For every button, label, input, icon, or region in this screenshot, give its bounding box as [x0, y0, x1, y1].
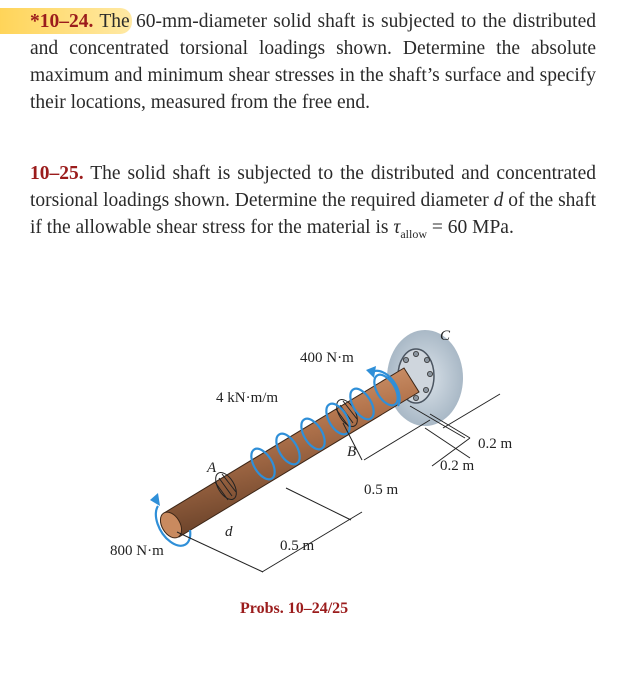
problem-text: The 60-mm-diameter solid shaft is subjected to the distributed and concentrated torsional loadings shown. Determine the absolute maximum and minimum shear stresses in the shaft’s surface and specify their locations, measured from the free end.	[30, 11, 596, 113]
dim-0-5-upper: 0.5 m	[364, 482, 399, 498]
tau-subscript: allow	[400, 226, 427, 241]
figure-caption: Probs. 10–24/25	[240, 600, 349, 617]
problem-number: *10–24.	[30, 11, 94, 32]
torque-800-label: 800 N·m	[110, 543, 164, 559]
dim-0-2-lower: 0.2 m	[440, 458, 475, 474]
dim-0-2-upper: 0.2 m	[478, 436, 513, 452]
problem-10-25	[30, 160, 596, 248]
tau-symbol: τ	[393, 217, 401, 238]
problem-text-a: The solid shaft is subjected to the distributed and concentrated torsional loadings shown. Determine the required diameter	[30, 163, 596, 211]
problem-text-b: of the shaft if the allowable shear stress for the material is	[30, 190, 596, 238]
problem-10-24	[30, 8, 596, 116]
problem-text-c: = 60 MPa.	[427, 217, 514, 238]
torque-400-label: 400 N·m	[300, 350, 354, 366]
label-d: d	[225, 524, 233, 540]
label-c: C	[440, 328, 451, 344]
problem-number: 10–25.	[30, 163, 84, 184]
dim-0-5-lower: 0.5 m	[280, 538, 315, 554]
shaft-figure	[0, 310, 622, 650]
distributed-load-label: 4 kN·m/m	[216, 390, 279, 406]
label-b: B	[347, 444, 357, 460]
shaft	[164, 368, 419, 537]
diameter-variable: d	[493, 190, 504, 211]
label-a: A	[207, 460, 217, 476]
